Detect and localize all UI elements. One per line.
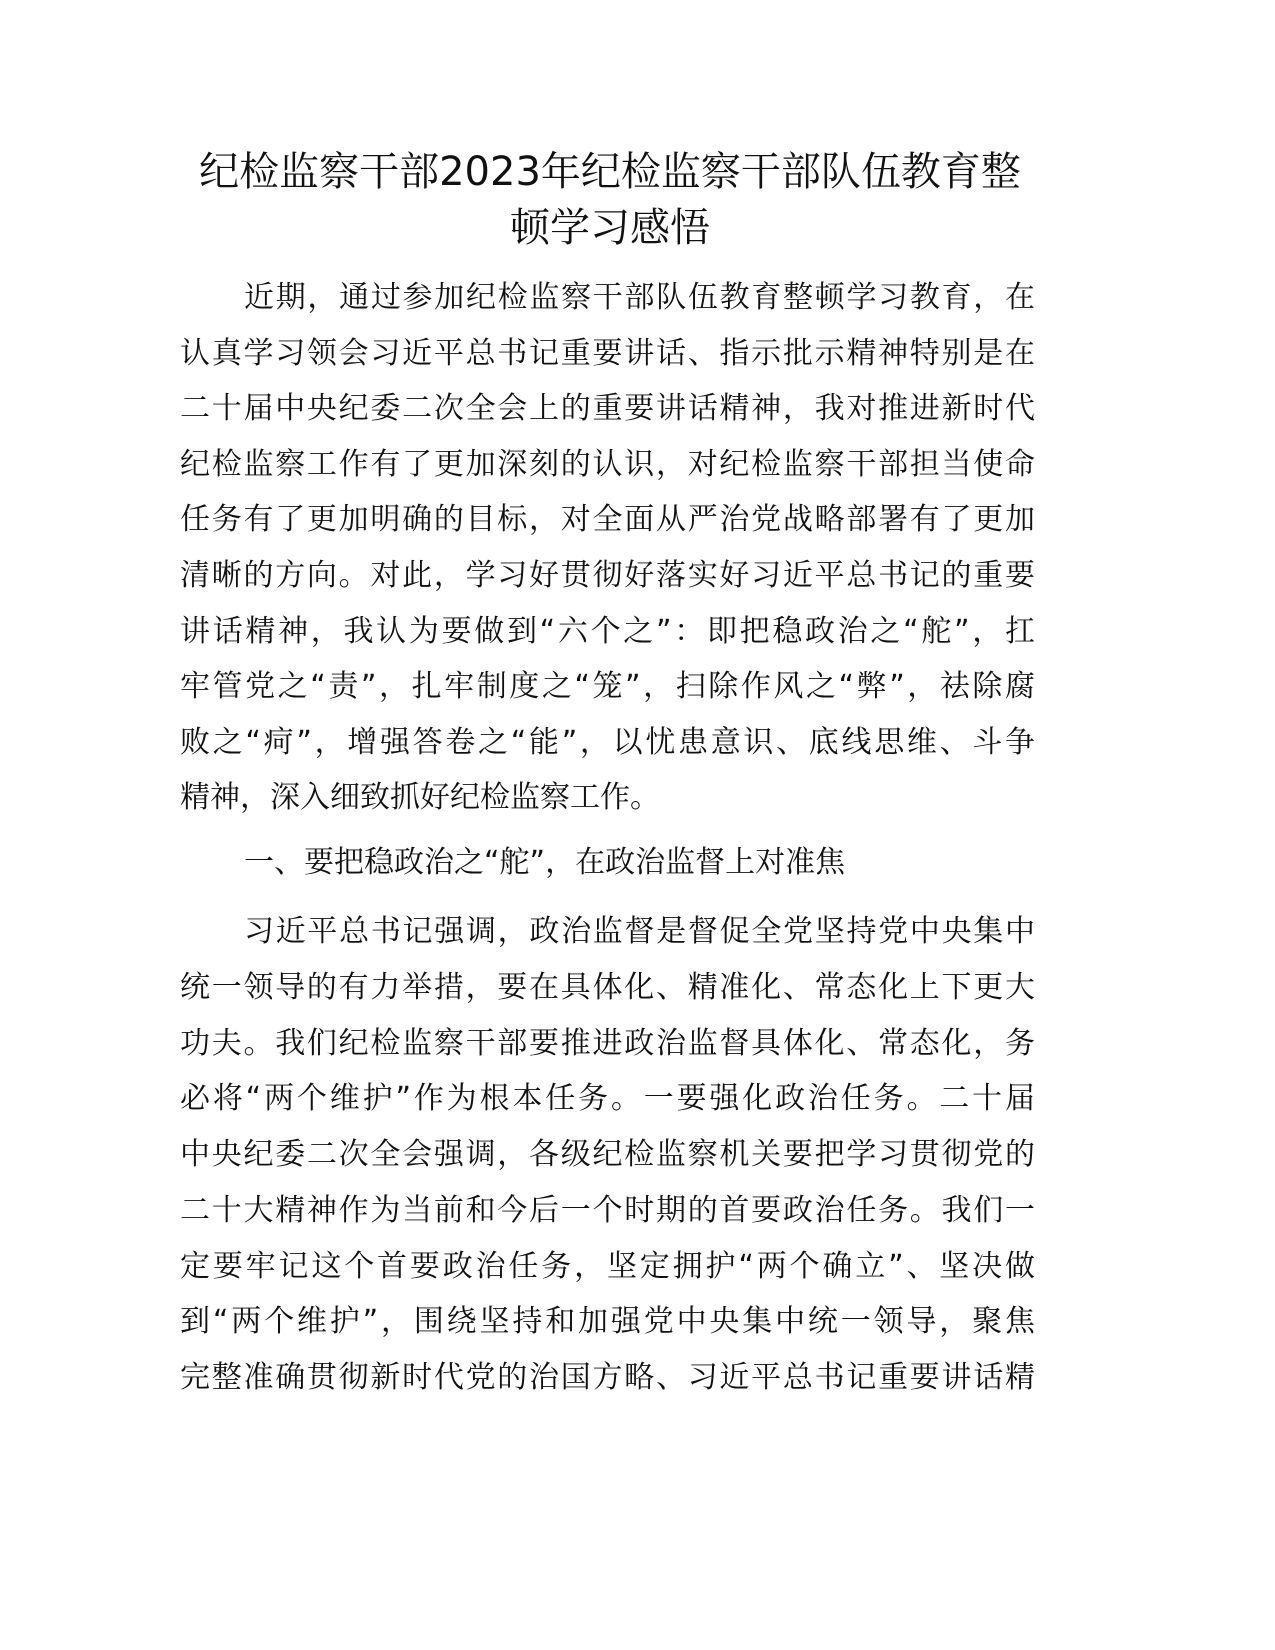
- text-line: 中央纪委二次全会强调，各级纪检监察机关要把学习贯彻党的: [180, 1137, 1035, 1172]
- text-line: 必将“两个维护”作为根本任务。一要强化政治任务。二十届: [180, 1081, 1035, 1117]
- paragraph-political-supervision: [180, 904, 1035, 1406]
- text-line: 统一领导的有力举措，要在具体化、精准化、常态化上下更大: [180, 969, 1035, 1005]
- text-line: 功夫。我们纪检监察干部要推进政治监督具体化、常态化，务: [180, 1025, 1035, 1061]
- text-line: 败之“疴”，增强答卷之“能”，以忧患意识、底线思维、斗争: [180, 724, 1035, 760]
- text-line: 牢管党之“责”，扎牢制度之“笼”，扫除作风之“弊”，祛除腐: [180, 669, 1035, 705]
- title-line-1: 纪检监察干部2023年纪检监察干部队伍教育整: [199, 149, 1021, 195]
- text-line: 习近平总书记强调，政治监督是督促全党坚持党中央集中: [244, 914, 1035, 949]
- text-line: 清晰的方向。对此，学习好贯彻好落实好习近平总书记的重要: [180, 557, 1035, 593]
- text-line: 纪检监察工作有了更加深刻的认识，对纪检监察干部担当使命: [180, 446, 1035, 482]
- paragraph-intro: [180, 270, 1035, 826]
- heading-text: 一、要把稳政治之“舵”，在政治监督上对准焦: [244, 845, 846, 880]
- text-line: 二十届中央纪委二次全会上的重要讲话精神，我对推进新时代: [180, 391, 1035, 427]
- section-heading-1: [180, 835, 1035, 891]
- title-line-2: 顿学习感悟: [510, 205, 710, 251]
- text-line: 讲话精神，我认为要做到“六个之”：即把稳政治之“舵”，扛: [180, 613, 1035, 649]
- text-line: 定要牢记这个首要政治任务，坚定拥护“两个确立”、坚决做: [180, 1248, 1035, 1284]
- text-line: 任务有了更加明确的目标，对全面从严治党战略部署有了更加: [180, 502, 1035, 538]
- text-line: 二十大精神作为当前和今后一个时期的首要政治任务。我们一: [180, 1192, 1035, 1228]
- text-line: 精神，深入细致抓好纪检监察工作。: [180, 780, 660, 816]
- text-line: 到“两个维护”，围绕坚持和加强党中央集中统一领导，聚焦: [180, 1304, 1035, 1340]
- text-line: 完整准确贯彻新时代党的治国方略、习近平总书记重要讲话精: [180, 1360, 1035, 1395]
- document-title: [170, 144, 1050, 256]
- text-line: 认真学习领会习近平总书记重要讲话、指示批示精神特别是在: [180, 335, 1035, 371]
- text-line: 近期，通过参加纪检监察干部队伍教育整顿学习教育，在: [244, 280, 1035, 315]
